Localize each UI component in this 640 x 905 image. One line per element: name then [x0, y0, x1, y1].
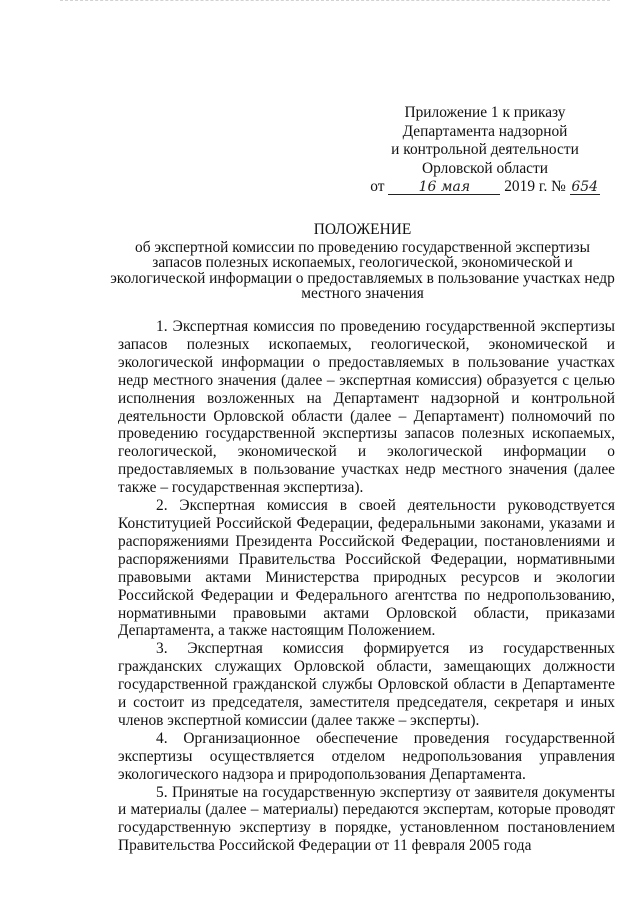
- document-body: [118, 318, 615, 855]
- appendix-line: Приложение 1 к приказу: [404, 104, 566, 121]
- paragraph-2: 2. Экспертная комиссия в своей деятельности руководствуется Конституцией Российской Федерации, федеральными законами, указами и распоряжениями Президента Российской Федерации, постановлениями и распоряжениями Правительства Российской Федерации, нормативными правовыми актами Министерства природных ресурсов и экологии Российской Федерации и Федерального агентства по недропользованию, нормативными правовыми актами Орловской области, приказами Департамента, а также настоящим Положением.: [118, 497, 615, 640]
- year-text: 2019 г. №: [504, 178, 566, 196]
- appendix-line: и контрольной деятельности: [391, 141, 579, 159]
- appendix-line: Департамента надзорной: [402, 122, 568, 140]
- scan-edge-artifact: [60, 0, 610, 7]
- appendix-line: Орловской области: [422, 159, 548, 177]
- handwritten-date: 16 мая: [388, 180, 500, 195]
- order-date-line: [360, 178, 610, 197]
- document-heading: [110, 222, 615, 302]
- paragraph-1: 1. Экспертная комиссия по проведению государственной экспертизы запасов полезных ископаемых, геологической, экономической и экологической информации о предоставляемых в пользование участках недр местного значения (далее – экспертная комиссия) образуется с целью исполнения возложенных на Департамент надзорной и контрольной деятельности Орловской области (далее – Департамент) полномочий по проведению государственной экспертизы запасов полезных ископаемых, геологической, экономической и экологической информации о предоставляемых в пользование участках недр местного значения (далее также – государственная экспертиза).: [118, 318, 615, 497]
- paragraph-5: 5. Принятые на государственную экспертизу от заявителя документы и материалы (далее – материалы) передаются экспертам, которые проводят государственную экспертизу в порядке, установленном постановлением Правительства Российской Федерации от 11 февраля 2005 года: [118, 783, 615, 855]
- paragraph-4: 4. Организационное обеспечение проведения государственной экспертизы осуществляется отделом недропользования управления экологического надзора и природопользования Департамента.: [118, 729, 615, 783]
- date-prefix: от: [370, 178, 385, 196]
- appendix-reference: [360, 104, 610, 197]
- document-title: ПОЛОЖЕНИЕ: [313, 221, 412, 238]
- document-subtitle: об экспертной комиссии по проведению государственной экспертизы запасов полезных ископаемых, геологической, экономической и экологической информации о предоставляемых в пользование участках недр местного значения: [110, 238, 615, 302]
- handwritten-order-number: 654: [571, 179, 599, 196]
- paragraph-3: 3. Экспертная комиссия формируется из государственных гражданских служащих Орловской области, замещающих должности государственной гражданской службы Орловской области в Департаменте и состоит из председателя, заместителя председателя, секретаря и иных членов экспертной комиссии (далее также – эксперты).: [118, 640, 615, 729]
